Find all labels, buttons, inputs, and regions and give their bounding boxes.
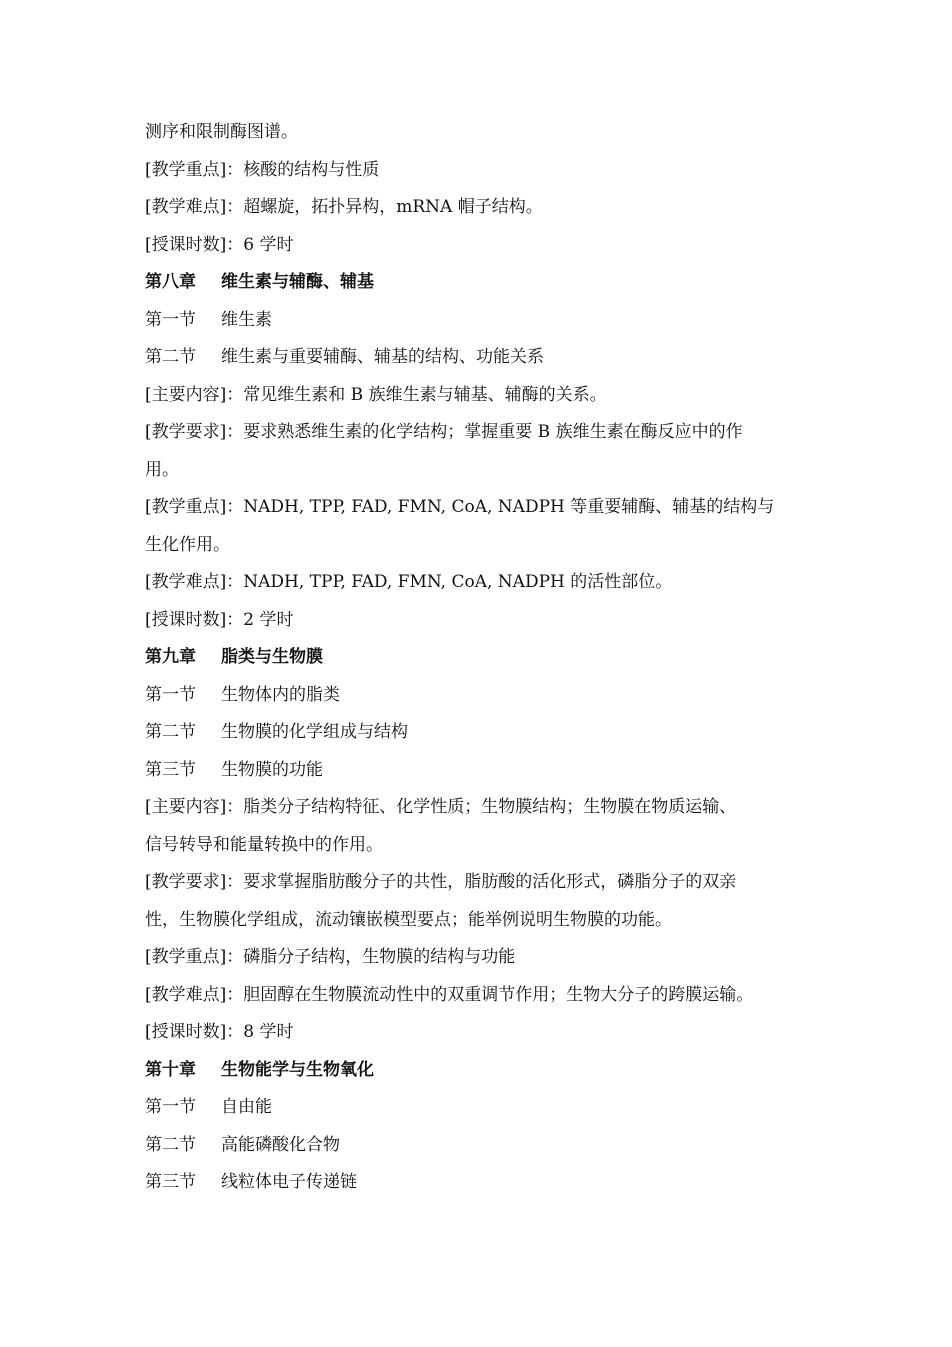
section-number: 第二节 — [145, 1134, 196, 1155]
chapter-number: 第十章 — [145, 1059, 196, 1080]
section-title: 维生素 — [221, 309, 272, 330]
chapter-title: 生物能学与生物氧化 — [221, 1059, 374, 1080]
text-line: 用。 — [145, 459, 179, 480]
section-line — [145, 1127, 815, 1165]
section-number: 第一节 — [145, 309, 196, 330]
text-line: [教学重点]：核酸的结构与性质 — [145, 159, 380, 180]
section-number: 第三节 — [145, 759, 196, 780]
text-line: [教学重点]：磷脂分子结构，生物膜的结构与功能 — [145, 947, 516, 967]
document-body — [145, 114, 815, 1202]
section-line — [145, 302, 815, 340]
text-line: [教学难点]：超螺旋，拓扑异构，mRNA 帽子结构。 — [145, 197, 543, 217]
section-line — [145, 1164, 815, 1202]
text-line: [授课时数]：6 学时 — [145, 234, 294, 255]
section-title: 生物体内的脂类 — [221, 684, 340, 705]
section-number: 第一节 — [145, 1097, 196, 1117]
section-line — [145, 714, 815, 752]
chapter-heading — [145, 1052, 815, 1090]
text-line: 信号转导和能量转换中的作用。 — [145, 834, 383, 855]
chapter-title: 维生素与辅酶、辅基 — [221, 272, 374, 292]
chapter-number: 第九章 — [145, 647, 196, 667]
section-line — [145, 752, 815, 790]
text-line: 生化作用。 — [145, 534, 230, 555]
chapter-heading — [145, 639, 815, 677]
chapter-heading — [145, 264, 815, 302]
text-line: [教学难点]：胆固醇在生物膜流动性中的双重调节作用；生物大分子的跨膜运输。 — [145, 984, 754, 1005]
text-line: [授课时数]：8 学时 — [145, 1022, 294, 1042]
section-number: 第二节 — [145, 722, 196, 742]
section-line — [145, 1089, 815, 1127]
section-title: 生物膜的化学组成与结构 — [221, 722, 408, 742]
text-line: [教学要求]：要求掌握脂肪酸分子的共性，脂肪酸的活化形式，磷脂分子的双亲 — [145, 872, 737, 892]
chapter-number: 第八章 — [145, 272, 196, 292]
text-line: [主要内容]：脂类分子结构特征、化学性质；生物膜结构；生物膜在物质运输、 — [145, 797, 737, 817]
text-line: [教学难点]：NADH, TPP, FAD, FMN, CoA, NADPH 的活性部位。 — [145, 572, 673, 592]
section-title: 自由能 — [221, 1097, 272, 1117]
section-line — [145, 677, 815, 715]
section-title: 生物膜的功能 — [221, 759, 323, 780]
section-number: 第三节 — [145, 1172, 196, 1192]
section-title: 高能磷酸化合物 — [221, 1134, 340, 1155]
text-line: 测序和限制酶图谱。 — [145, 122, 298, 142]
text-line: [主要内容]：常见维生素和 B 族维生素与辅基、辅酶的关系。 — [145, 384, 607, 405]
section-number: 第二节 — [145, 347, 196, 367]
section-title: 维生素与重要辅酶、辅基的结构、功能关系 — [221, 347, 544, 367]
text-line: 性，生物膜化学组成，流动镶嵌模型要点；能举例说明生物膜的功能。 — [145, 909, 672, 930]
section-title: 线粒体电子传递链 — [221, 1172, 357, 1192]
text-line: [教学要求]：要求熟悉维生素的化学结构；掌握重要 B 族维生素在酶反应中的作 — [145, 422, 743, 442]
section-line — [145, 339, 815, 377]
section-number: 第一节 — [145, 684, 196, 705]
text-line: [教学重点]：NADH, TPP, FAD, FMN, CoA, NADPH 等重要辅酶、辅基的结构与 — [145, 497, 775, 517]
text-line: [授课时数]：2 学时 — [145, 609, 294, 630]
chapter-title: 脂类与生物膜 — [221, 647, 323, 667]
